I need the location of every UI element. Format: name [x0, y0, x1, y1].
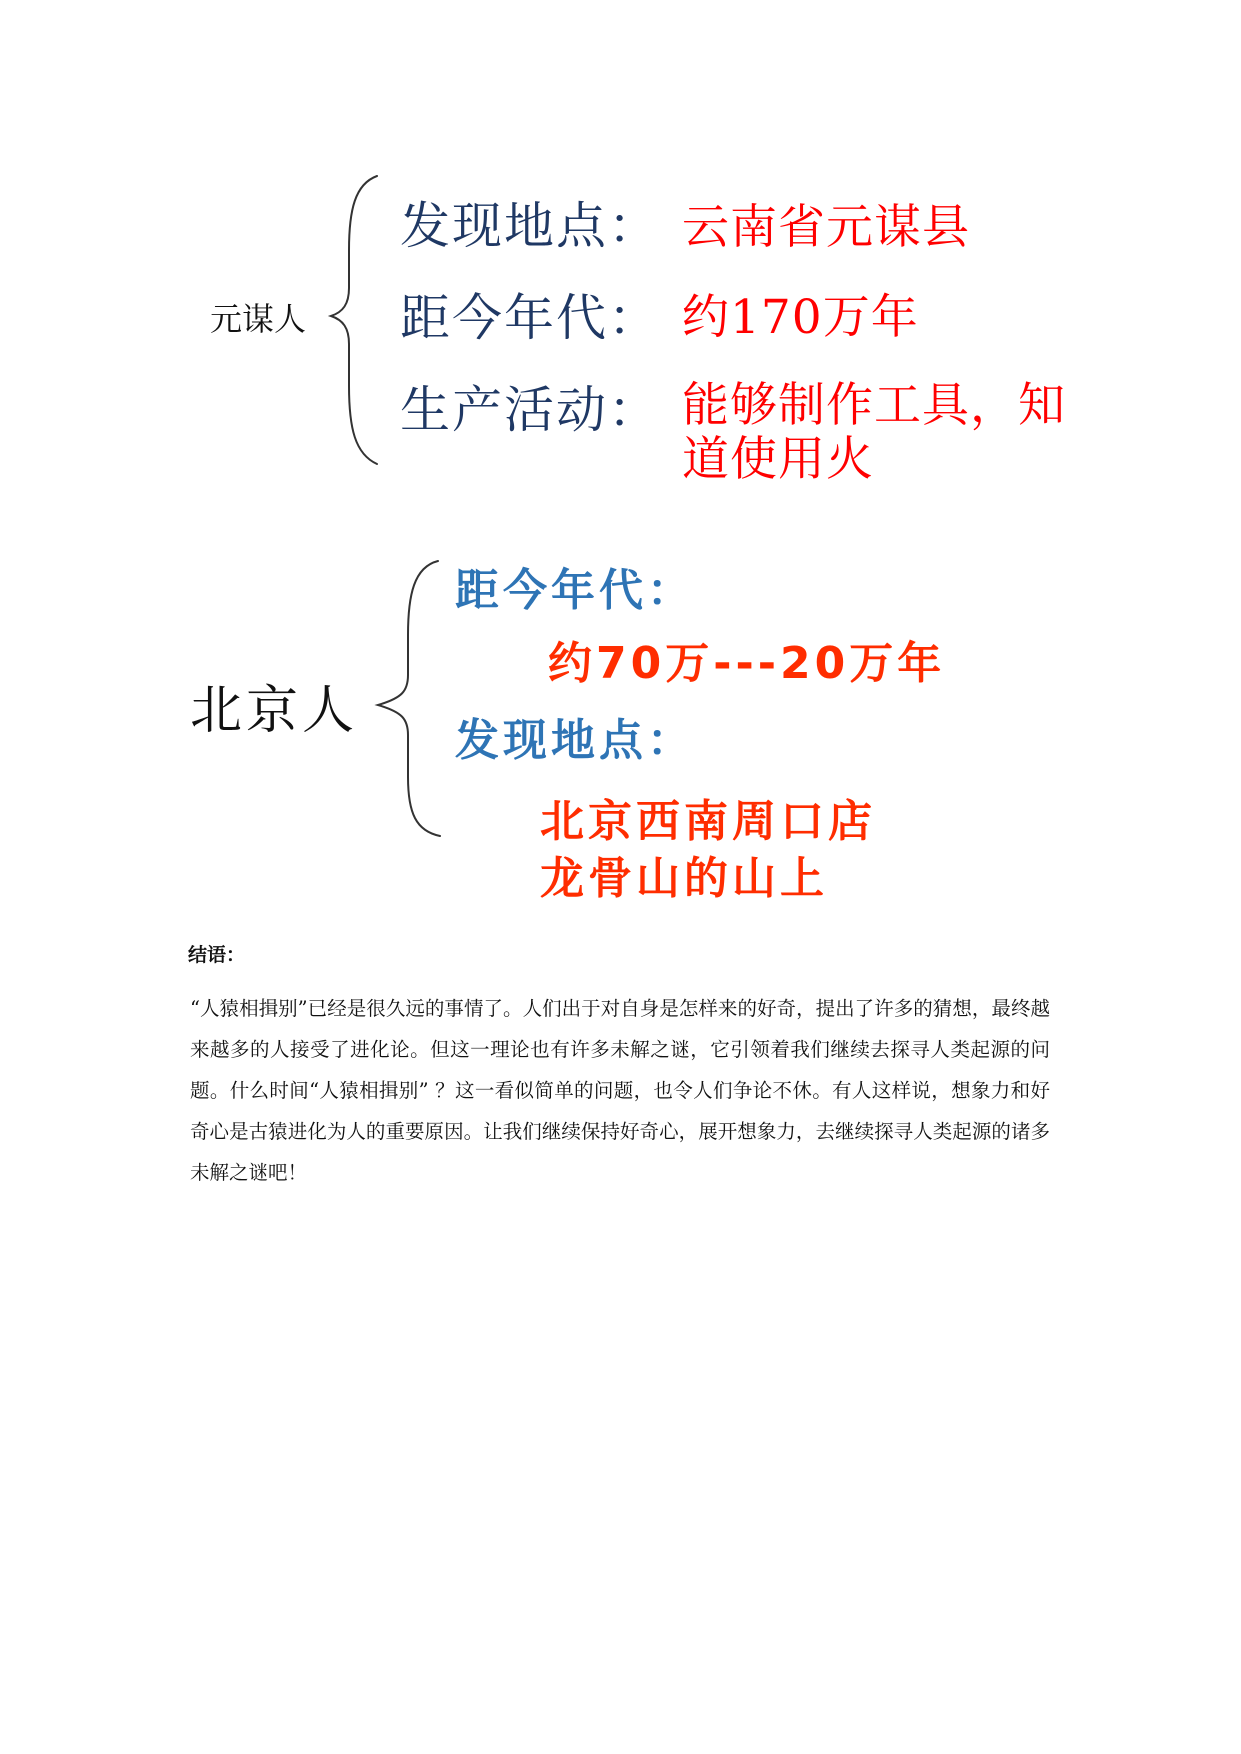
yuanmou-place-label: 发现地点：: [400, 197, 660, 255]
yuanmou-place-value: 云南省元谋县: [682, 200, 970, 255]
conclusion-paragraph: “人猿相揖别”已经是很久远的事情了。人们出于对自身是怎样来的好奇，提出了许多的猜想，最终越来越多的人接受了进化论。但这一理论也有许多未解之谜，它引领着我们继续去探寻人类起源的问题。什么时间“人猿相揖别” ？这一看似简单的问题，也令人们争论不休。有人这样说，想象力和好奇心是古猿进化为人的重要原因。让我们继续保持好奇心，展开想象力，去继续探寻人类起源的诸多未解之谜吧！: [190, 997, 1050, 1184]
conclusion-heading: 结语：: [188, 944, 246, 966]
yuanmou-brace: [325, 170, 385, 470]
beijing-title: 北京人: [190, 681, 359, 741]
beijing-place-value-line1: 北京西南周口店: [540, 796, 876, 847]
beijing-age-value: 约70万---20万年: [548, 638, 946, 689]
beijing-brace: [370, 555, 445, 840]
yuanmou-age-value: 约170万年: [682, 290, 919, 345]
yuanmou-activity-value-line1: 能够制作工具，知: [682, 378, 1066, 433]
beijing-place-label: 发现地点：: [455, 715, 695, 766]
yuanmou-age-label: 距今年代：: [400, 289, 660, 347]
yuanmou-activity-label: 生产活动：: [400, 381, 660, 439]
beijing-place-value-line2: 龙骨山的山上: [540, 853, 828, 904]
yuanmou-title: 元谋人: [210, 300, 307, 338]
beijing-age-label: 距今年代：: [455, 565, 695, 616]
yuanmou-activity-value-line2: 道使用火: [682, 432, 874, 487]
